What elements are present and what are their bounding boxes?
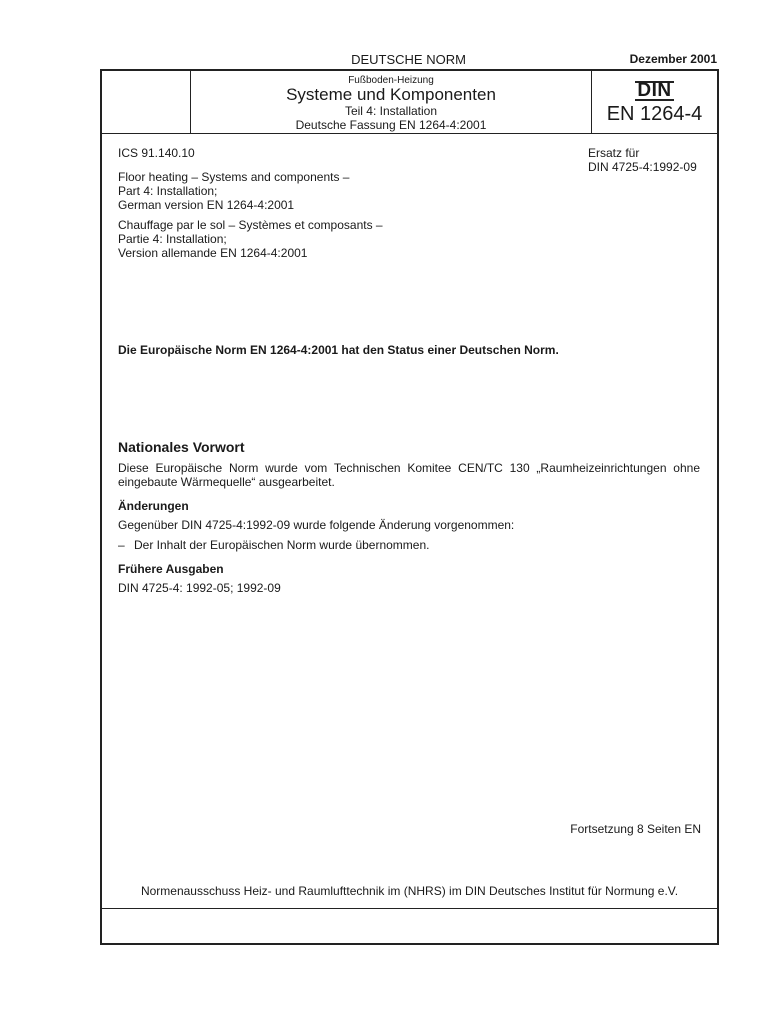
french-title-line: Chauffage par le sol – Systèmes et composants – xyxy=(118,218,383,232)
english-version-line: German version EN 1264-4:2001 xyxy=(118,198,295,212)
list-dash: – xyxy=(118,538,125,552)
french-part-line: Partie 4: Installation; xyxy=(118,232,227,246)
header-title-cell xyxy=(191,71,592,133)
footer-divider xyxy=(102,908,717,909)
changes-item-text: Der Inhalt der Europäischen Norm wurde übernommen. xyxy=(134,538,430,552)
english-part-line: Part 4: Installation; xyxy=(118,184,218,198)
header-empty-cell xyxy=(102,71,191,133)
norm-type-label: DEUTSCHE NORM xyxy=(351,52,466,67)
header-number-cell xyxy=(592,71,717,133)
previous-editions-text: DIN 4725-4: 1992-05; 1992-09 xyxy=(118,581,281,595)
english-title-line: Floor heating – Systems and components – xyxy=(118,170,350,184)
document-version: Deutsche Fassung EN 1264-4:2001 xyxy=(295,118,487,132)
replacement-note xyxy=(588,146,697,174)
status-statement: Die Europäische Norm EN 1264-4:2001 hat den Status einer Deutschen Norm. xyxy=(118,343,559,357)
previous-editions-heading: Frühere Ausgaben xyxy=(118,562,224,576)
changes-heading: Änderungen xyxy=(118,499,189,513)
header-row xyxy=(102,71,717,134)
ics-code: ICS 91.140.10 xyxy=(118,146,195,160)
english-title-block xyxy=(118,170,349,212)
replacement-label: Ersatz für xyxy=(588,146,640,160)
norm-number: EN 1264-4 xyxy=(606,103,703,125)
publication-date: Dezember 2001 xyxy=(629,52,717,66)
document-title: Systeme und Komponenten xyxy=(286,85,496,104)
din-logo: DIN xyxy=(637,80,672,101)
changes-intro: Gegenüber DIN 4725-4:1992-09 wurde folgende Änderung vorgenommen: xyxy=(118,518,515,532)
foreword-text: Diese Europäische Norm wurde vom Technischen Komitee CEN/TC 130 „Raumheizeinrichtungen ohne eingebaute Wärmequelle“ ausgearbeitet. xyxy=(118,461,700,489)
changes-list-item xyxy=(118,538,429,552)
document-supertitle: Fußboden-Heizung xyxy=(348,75,434,86)
replacement-value: DIN 4725-4:1992-09 xyxy=(588,160,697,174)
continuation-note: Fortsetzung 8 Seiten EN xyxy=(570,822,701,836)
document-part: Teil 4: Installation xyxy=(344,104,438,118)
foreword-heading: Nationales Vorwort xyxy=(118,439,245,455)
french-title-block xyxy=(118,218,383,260)
french-version-line: Version allemande EN 1264-4:2001 xyxy=(118,246,308,260)
publisher-footer: Normenausschuss Heiz- und Raumlufttechnik im (NHRS) im DIN Deutsches Institut für Normung e.V. xyxy=(140,884,679,898)
